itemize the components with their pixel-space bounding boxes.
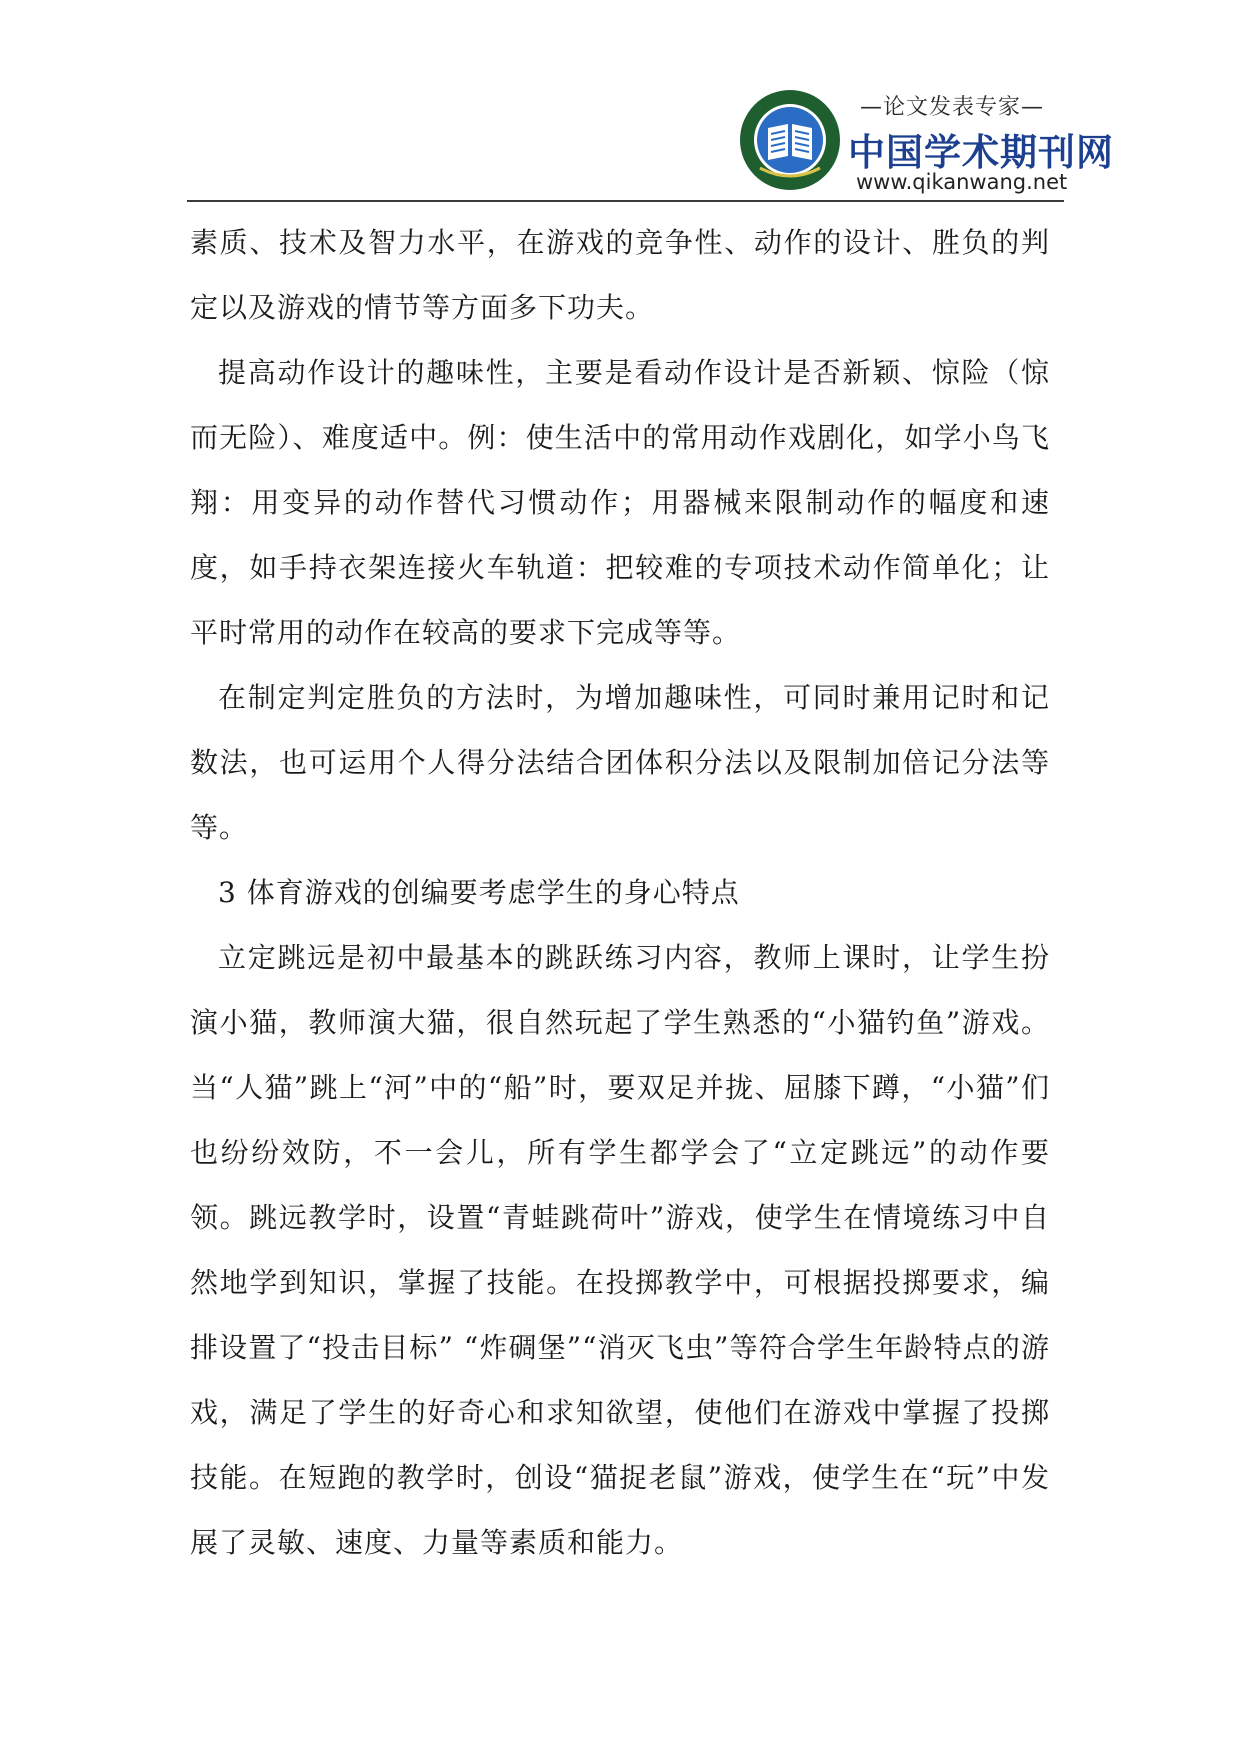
seal-emblem xyxy=(738,88,842,192)
logo-brand-name: 中国学术期刊网 xyxy=(848,131,1114,174)
paragraph-jump-examples: 立定跳远是初中最基本的跳跃练习内容，教师上课时，让学生扮演小猫，教师演大猫，很自然玩起了学生熟悉的“小猫钓鱼”游戏。当“人猫”跳上“河”中的“船”时，要双足并拢、屈膝下蹲，“小猫”们也纷纷效防，不一会儿，所有学生都学会了“立定跳远”的动作要领。跳远教学时，设置“青蛙跳荷叶”游戏，使学生在情境练习中自然地学到知识，掌握了技能。在投掷教学中，可根据投掷要求，编排设置了“投击目标” “炸碉堡”“消灭飞虫”等符合学生年龄特点的游戏，满足了学生的好奇心和求知欲望，使他们在游戏中掌握了投掷技能。在短跑的教学时，创设“猫捉老鼠”游戏，使学生在“玩”中发展了灵敏、速度、力量等素质和能力。 xyxy=(190,941,1050,1559)
paragraph-scoring-methods: 在制定判定胜负的方法时，为增加趣味性，可同时兼用记时和记数法，也可运用个人得分法结合团体积分法以及限制加倍记分法等等。 xyxy=(190,681,1050,844)
section-heading-3: 3 体育游戏的创编要考虑学生的身心特点 xyxy=(218,876,740,909)
paragraph-action-design: 提高动作设计的趣味性，主要是看动作设计是否新颖、惊险（惊而无险）、难度适中。例：使生活中的常用动作戏剧化，如学小鸟飞翔：用变异的动作替代习惯动作；用器械来限制动作的幅度和速度，如手持衣架连接火车轨道：把较难的专项技术动作简单化；让平时常用的动作在较高的要求下完成等等。 xyxy=(190,356,1050,649)
qikanwang-logo xyxy=(738,86,1114,198)
logo-slogan: —论文发表专家— xyxy=(859,95,1044,120)
logo-site-url: www.qikanwang.net xyxy=(856,170,1068,194)
document-body xyxy=(190,210,1050,1575)
header-divider xyxy=(187,200,1064,202)
book-seal-icon xyxy=(738,88,842,192)
paragraph-continuation: 素质、技术及智力水平，在游戏的竞争性、动作的设计、胜负的判定以及游戏的情节等方面多下功夫。 xyxy=(190,226,1050,324)
page-header xyxy=(0,0,1241,205)
